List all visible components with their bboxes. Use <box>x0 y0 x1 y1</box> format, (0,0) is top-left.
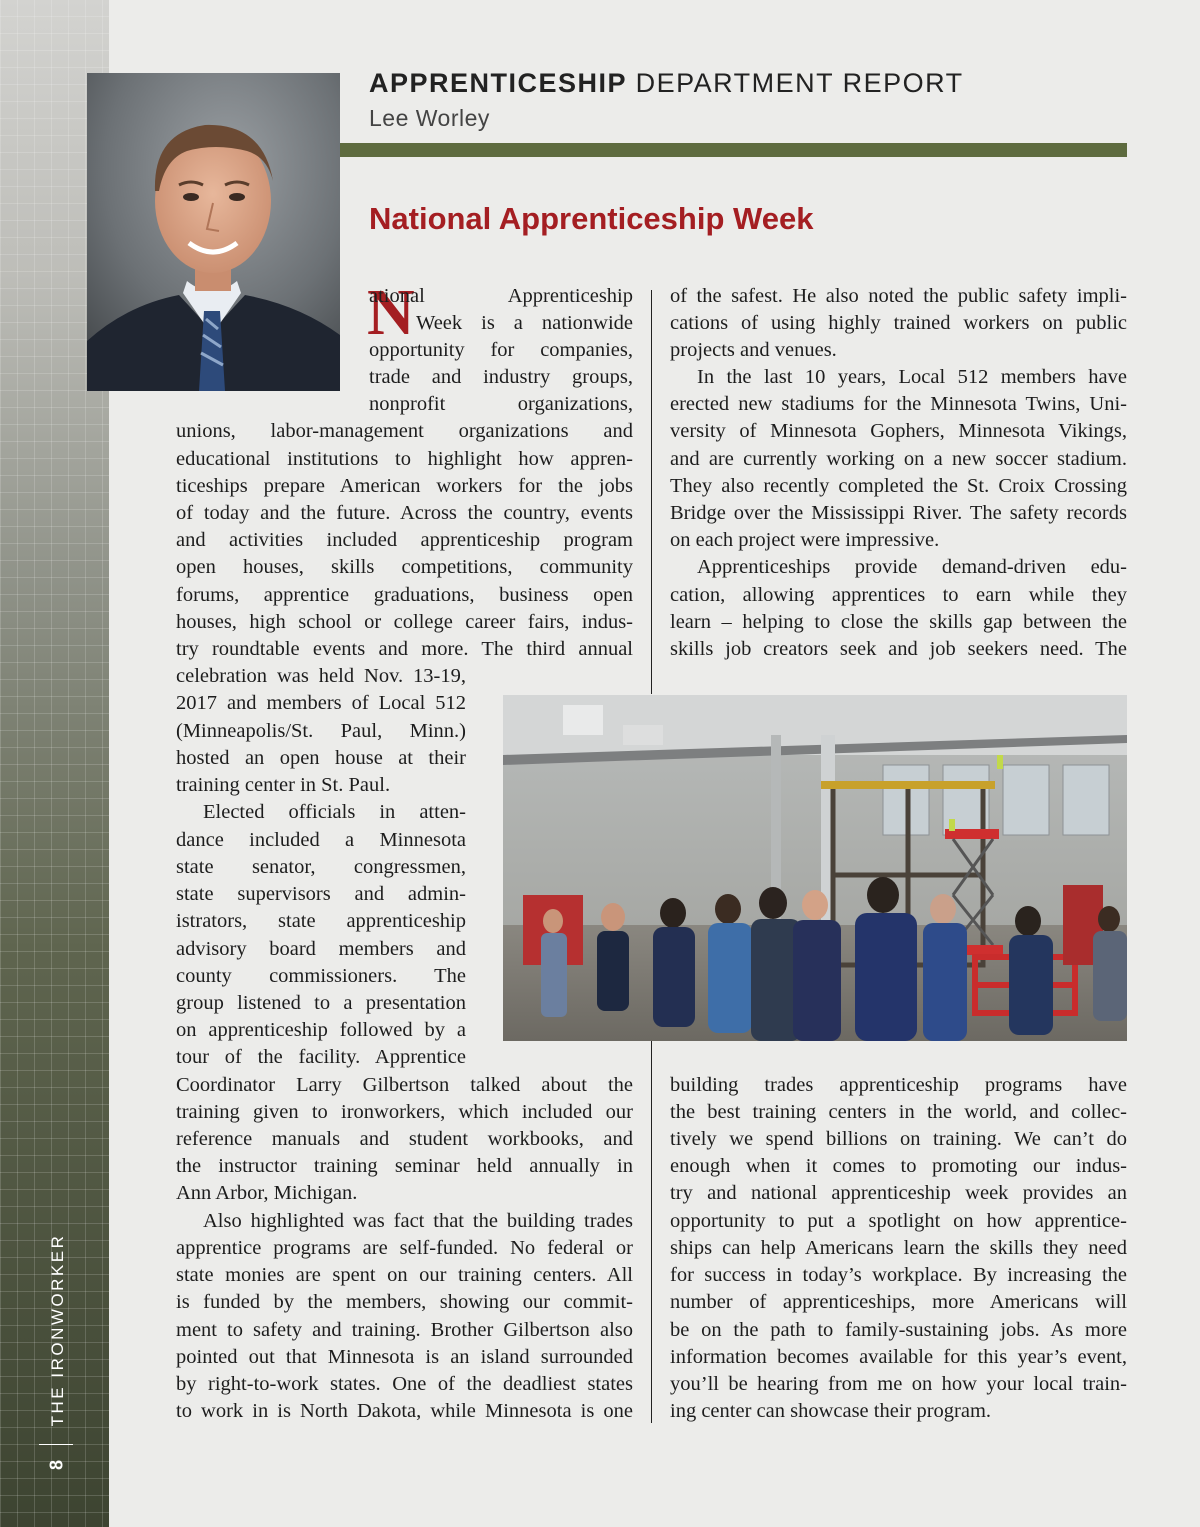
article-text-line-col2: In the last 10 years, Local 512 members have <box>697 366 1127 388</box>
article-text-line-col1: Week is a nationwide <box>416 312 633 334</box>
article-text-line-col1: of today and the future. Across the country, events <box>176 502 633 524</box>
article-text-line-col2: cations of using highly trained workers on public <box>670 312 1127 334</box>
article-text-line-col1: and activities included apprenticeship program <box>176 529 633 551</box>
article-text-line-col1: celebration was held Nov. 13-19, <box>176 665 466 687</box>
training-center-photo <box>503 695 1127 1041</box>
department-name: APPRENTICESHIP <box>369 68 627 98</box>
article-text-line-col1: istrators, state apprenticeship <box>176 910 466 932</box>
article-text-line-col1: the instructor training seminar held annually in <box>176 1155 633 1177</box>
article-text-line-col1: ment to safety and training. Brother Gilbertson also <box>176 1319 633 1341</box>
article-text-line-col2: ing center can showcase their program. <box>670 1400 992 1422</box>
article-text-line-col2: try and national apprenticeship week provides an <box>670 1182 1127 1204</box>
article-text-line-col2: Apprenticeships provide demand-driven edu- <box>697 556 1127 578</box>
column-divider-bottom <box>651 1041 652 1423</box>
article-text-line-col1: tour of the facility. Apprentice <box>176 1046 466 1068</box>
article-text-line-col2: ships can help Americans learn the skills they need <box>670 1237 1127 1259</box>
article-text-line-col1: is funded by the members, showing our commit- <box>176 1291 633 1313</box>
report-label: DEPARTMENT REPORT <box>635 68 964 98</box>
article-headline: National Apprenticeship Week <box>369 201 814 236</box>
article-text-line-col1: to work in is North Dakota, while Minnesota is one <box>176 1400 633 1422</box>
article-text-line-col1: trade and industry groups, <box>369 366 633 388</box>
article-text-line-col2: They also recently completed the St. Croix Crossing <box>670 475 1127 497</box>
article-text-line-col2: cation, allowing apprentices to earn while they <box>670 584 1127 606</box>
article-text-line-col2: you’ll be hearing from me on how your local train- <box>670 1373 1127 1395</box>
article-text-line-col1: training center in St. Paul. <box>176 774 391 796</box>
magazine-name: THE IRONWORKER <box>48 1233 67 1427</box>
article-text-line-col1: hosted an open house at their <box>176 747 466 769</box>
column-divider-top <box>651 290 652 694</box>
article-text-line-col1: reference manuals and student workbooks, and <box>176 1128 633 1150</box>
article-text-line-col2: number of apprenticeships, more Americans will <box>670 1291 1127 1313</box>
article-text-line-col1: nonprofit organizations, <box>369 393 633 415</box>
article-text-line-col1: county commissioners. The <box>176 965 466 987</box>
page-number-rule <box>39 1444 73 1445</box>
article-text-line-col1: ticeships prepare American workers for the jobs <box>176 475 633 497</box>
article-text-line-col1: on apprenticeship followed by a <box>176 1019 466 1041</box>
article-text-line-col2: of the safest. He also noted the public safety impli- <box>670 285 1127 307</box>
article-text-line-col1: forums, apprentice graduations, business open <box>176 584 633 606</box>
article-text-line-col1: training given to ironworkers, which included our <box>176 1101 633 1123</box>
article-text-line-col2: enough when it comes to promoting our indus- <box>670 1155 1127 1177</box>
article-text-line-col2: opportunity to put a spotlight on how apprentice- <box>670 1210 1127 1232</box>
article-text-line-col2: be on the path to family-sustaining jobs. As more <box>670 1319 1127 1341</box>
article-text-line-col1: Coordinator Larry Gilbertson talked about the <box>176 1074 633 1096</box>
article-text-line-col1: dance included a Minnesota <box>176 829 466 851</box>
article-text-line-col1: educational institutions to highlight how appren- <box>176 448 633 470</box>
header-rule <box>340 143 1127 157</box>
article-text-line-col1: by right-to-work states. One of the deadliest states <box>176 1373 633 1395</box>
article-text-line-col2: and are currently working on a new soccer stadium. <box>670 448 1127 470</box>
article-text-line-col1: try roundtable events and more. The third annual <box>176 638 633 660</box>
article-text-line-col2: building trades apprenticeship programs have <box>670 1074 1127 1096</box>
drop-cap: N <box>367 276 415 349</box>
article-text-line-col1: open houses, skills competitions, community <box>176 556 633 578</box>
article-text-line-col1: advisory board members and <box>176 938 466 960</box>
article-text-line-col1: Elected officials in atten- <box>203 801 466 823</box>
article-text-line-col1: 2017 and members of Local 512 <box>176 692 466 714</box>
article-text-line-col1: state monies are spent on our training centers. All <box>176 1264 633 1286</box>
article-text-line-col1: (Minneapolis/St. Paul, Minn.) <box>176 720 466 742</box>
article-text-line-col1: ational Apprenticeship <box>369 285 633 307</box>
article-text-line-col2: erected new stadiums for the Minnesota Twins, Uni- <box>670 393 1127 415</box>
author-name: Lee Worley <box>369 105 490 131</box>
article-text-line-col1: opportunity for companies, <box>369 339 633 361</box>
article-text-line-col2: for success in today’s workplace. By increasing the <box>670 1264 1127 1286</box>
article-text-line-col1: state supervisors and admin- <box>176 883 466 905</box>
article-text-line-col2: information becomes available for this year’s event, <box>670 1346 1127 1368</box>
article-text-line-col2: projects and venues. <box>670 339 837 361</box>
article-text-line-col2: learn – helping to close the skills gap between the <box>670 611 1127 633</box>
article-text-line-col1: houses, high school or college career fairs, indus- <box>176 611 633 633</box>
article-text-line-col2: Bridge over the Mississippi River. The safety records <box>670 502 1127 524</box>
article-text-line-col1: Ann Arbor, Michigan. <box>176 1182 358 1204</box>
article-text-line-col1: state senator, congressmen, <box>176 856 466 878</box>
page-number: 8 <box>46 1459 67 1471</box>
article-text-line-col1: group listened to a presentation <box>176 992 466 1014</box>
author-portrait <box>87 73 340 391</box>
article-text-line-col1: pointed out that Minnesota is an island surrounded <box>176 1346 633 1368</box>
article-text-line-col2: the best training centers in the world, and collec- <box>670 1101 1127 1123</box>
article-text-line-col2: tively we spend billions on training. We can’t do <box>670 1128 1127 1150</box>
article-text-line-col1: unions, labor-management organizations and <box>176 420 633 442</box>
article-text-line-col1: Also highlighted was fact that the building trades <box>203 1210 633 1232</box>
article-text-line-col2: on each project were impressive. <box>670 529 940 551</box>
article-text-line-col2: skills job creators seek and job seekers need. The <box>670 638 1127 660</box>
article-text-line-col2: versity of Minnesota Gophers, Minnesota Vikings, <box>670 420 1127 442</box>
department-report-title <box>369 68 964 99</box>
article-text-line-col1: apprentice programs are self-funded. No federal or <box>176 1237 633 1259</box>
